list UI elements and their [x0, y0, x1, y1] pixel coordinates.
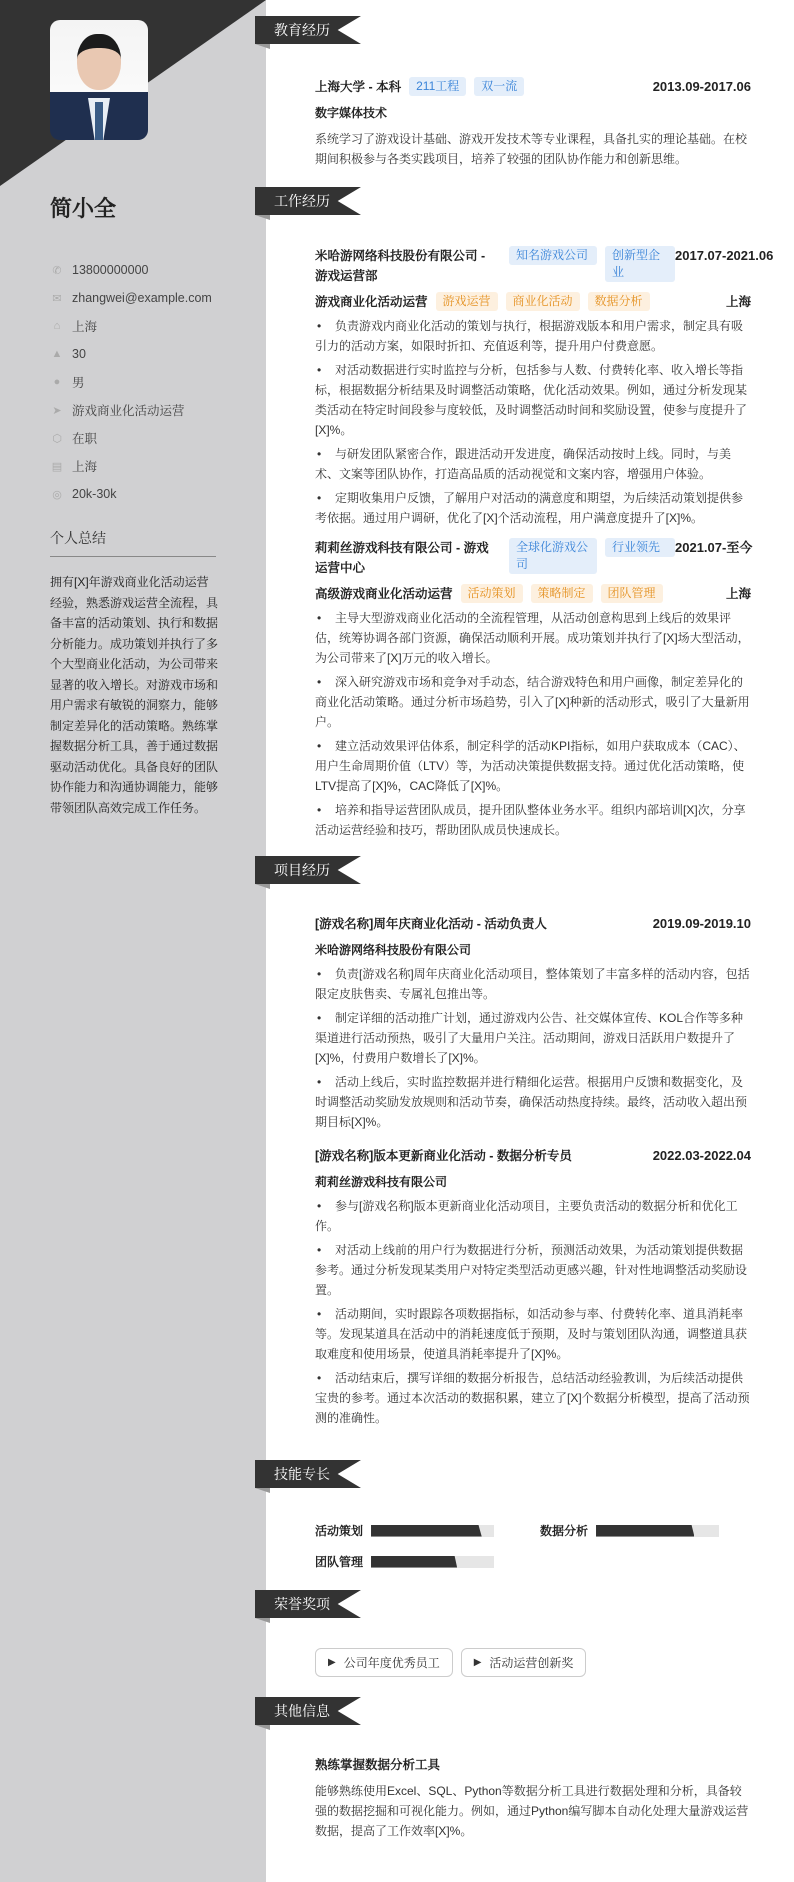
award-badge [315, 1648, 453, 1677]
other-entry [266, 1755, 751, 1841]
project-company: 莉莉丝游戏科技有限公司 [315, 1175, 448, 1189]
contact-text: 30 [72, 347, 86, 361]
description: 系统学习了游戏设计基础、游戏开发技术等专业课程，具备扎实的理论基础。在校期间积极参与各类实践项目，培养了较强的团队协作能力和创新思维。 [315, 132, 748, 166]
contact-item [50, 312, 212, 340]
bullet: • 对活动数据进行实时监控与分析，包括参与人数、付费转化率、收入增长等指标，根据数据分析结果及时调整活动策略，优化活动效果。例如，通过分析发现某类活动在特定时间段参与度较低，及时调整活动时间和奖励设置，使参与度提升了[X]%。 [315, 360, 751, 440]
sidebar [0, 0, 266, 1882]
home-icon: ⌂ [53, 320, 61, 332]
company-tag: 知名游戏公司 [509, 246, 597, 265]
contact-item [50, 396, 212, 424]
role: 游戏商业化活动运营 [315, 295, 428, 309]
role-tag: 团队管理 [601, 584, 663, 603]
contact-item [50, 256, 212, 284]
candidate-name: 简小全 [50, 196, 117, 221]
skill-bar-fill [371, 1556, 457, 1568]
bullet: • 参与[游戏名称]版本更新商业化活动项目，主要负责活动的数据分析和优化工作。 [315, 1196, 751, 1236]
section-header-awards: 荣誉奖项 [255, 1590, 361, 1618]
skill-item [315, 1553, 540, 1570]
city: 上海 [725, 587, 751, 601]
section-header-projects: 项目经历 [255, 856, 361, 884]
tag: 211工程 [409, 77, 466, 96]
skill-name: 活动策划 [315, 1524, 364, 1538]
bullet: • 对活动上线前的用户行为数据进行分析，预测活动效果，为活动策划提供数据参考。通过分析发现某类用户对特定类型活动更感兴趣，针对性地调整活动奖励设置。 [315, 1240, 751, 1300]
award-name: 活动运营创新奖 [489, 1656, 574, 1670]
contact-text: 20k-30k [72, 487, 117, 501]
section-header-work: 工作经历 [255, 187, 361, 215]
other-text: 能够熟练使用Excel、SQL、Python等数据分析工具进行数据处理和分析，具备较强的数据挖掘和可视化能力。例如，通过Python编写脚本自动化处理大量游戏运营数据，提高了工作效率[X]%。 [315, 1784, 749, 1838]
phone-icon: ✆ [52, 264, 62, 277]
education-entry [266, 77, 751, 169]
role-tag: 策略制定 [531, 584, 593, 603]
award-name: 公司年度优秀员工 [343, 1656, 440, 1670]
project-entry [315, 1146, 751, 1428]
date: 2013.09-2017.06 [652, 79, 751, 94]
city: 上海 [725, 295, 751, 309]
contact-text: zhangwei@example.com [72, 291, 212, 305]
skill-item [540, 1522, 765, 1539]
section-header-skills: 技能专长 [255, 1460, 361, 1488]
major: 数字媒体技术 [315, 106, 388, 120]
skill-bar-fill [596, 1525, 694, 1537]
award-list [315, 1648, 751, 1677]
date: 2021.07-至今 [675, 540, 753, 555]
company-tag: 全球化游戏公司 [509, 538, 597, 574]
contact-item [50, 368, 212, 396]
project-title: [游戏名称]版本更新商业化活动 - 数据分析专员 [315, 1149, 572, 1163]
work-entry [315, 246, 774, 528]
bullet: • 培养和指导运营团队成员，提升团队整体业务水平。组织内部培训[X]次，分享活动运营经验和技巧，帮助团队成员快速成长。 [315, 800, 751, 840]
bullet: • 与研发团队紧密合作，跟进活动开发进度，确保活动按时上线。同时，与美术、文案等团队协作，打造高品质的活动视觉和文案内容，增强用户体验。 [315, 444, 751, 484]
gender-icon: ● [53, 376, 61, 388]
skill-bar-fill [371, 1525, 482, 1537]
bullet: • 负责游戏内商业化活动的策划与执行，根据游戏版本和用户需求，制定具有吸引力的活动方案，如限时折扣、充值返利等，提升用户付费意愿。 [315, 316, 751, 356]
section-header-other: 其他信息 [255, 1697, 361, 1725]
skill-name: 数据分析 [540, 1524, 589, 1538]
role-tag: 数据分析 [588, 292, 650, 311]
role-tag: 商业化活动 [506, 292, 580, 311]
contact-text: 男 [72, 376, 85, 390]
award-badge [461, 1648, 587, 1677]
contact-item [50, 480, 212, 508]
company-tag: 行业领先 [605, 538, 675, 557]
contact-text: 上海 [72, 460, 98, 474]
summary-title: 个人总结 [50, 530, 106, 546]
date: 2019.09-2019.10 [652, 916, 751, 931]
salary-icon: ◎ [52, 488, 62, 501]
contact-list [50, 256, 212, 508]
company: 莉莉丝游戏科技有限公司 - 游戏运营中心 [315, 541, 489, 575]
date: 2022.03-2022.04 [652, 1148, 751, 1163]
company: 米哈游网络科技股份有限公司 - 游戏运营部 [315, 249, 486, 283]
school: 上海大学 - 本科 [315, 80, 402, 94]
contact-text: 上海 [72, 320, 98, 334]
divider [50, 556, 216, 557]
bullet: • 活动结束后，撰写详细的数据分析报告，总结活动经验教训，为后续活动提供宝贵的参考。通过本次活动的数据积累，建立了[X]个数据分析模型，提高了活动预测的准确性。 [315, 1368, 751, 1428]
status-icon: ⬡ [52, 432, 62, 445]
play-triangle-icon: ▶ [328, 1657, 336, 1668]
bullet: • 深入研究游戏市场和竞争对手动态，结合游戏特色和用户画像，制定差异化的商业化活动策略。通过分析市场趋势，引入了[X]种新的活动形式，吸引了大量新用户。 [315, 672, 751, 732]
contact-item [50, 424, 212, 452]
contact-text: 游戏商业化活动运营 [72, 404, 185, 418]
project-title: [游戏名称]周年庆商业化活动 - 活动负责人 [315, 917, 547, 931]
contact-item [50, 284, 212, 312]
skill-item [315, 1522, 540, 1539]
skill-bar [371, 1525, 494, 1537]
role-tag: 活动策划 [461, 584, 523, 603]
play-triangle-icon: ▶ [473, 1657, 482, 1668]
contact-item [50, 452, 212, 480]
job-icon: ➤ [52, 404, 62, 417]
work-entry [315, 538, 751, 840]
bullet: • 定期收集用户反馈，了解用户对活动的满意度和期望，为后续活动策划提供参考依据。通过用户调研，优化了[X]个活动流程，用户满意度提升了[X]%。 [315, 488, 751, 528]
bullet: • 制定详细的活动推广计划，通过游戏内公告、社交媒体宣传、KOL合作等多种渠道进行活动预热，吸引了大量用户关注。活动期间，游戏日活跃用户数提升了[X]%，付费用户数增长了[X]%。 [315, 1008, 751, 1068]
city-icon: ▤ [51, 460, 63, 473]
contact-item [50, 340, 212, 368]
skill-list [315, 1522, 751, 1570]
skill-bar [596, 1525, 719, 1537]
other-title: 熟练掌握数据分析工具 [315, 1758, 441, 1772]
contact-text: 在职 [72, 432, 98, 446]
date: 2017.07-2021.06 [675, 248, 774, 263]
avatar-photo [50, 20, 148, 140]
contact-text: 13800000000 [72, 263, 149, 277]
summary-text: 拥有[X]年游戏商业化活动运营经验，熟悉游戏运营全流程，具备丰富的活动策划、执行和数据分析能力。成功策划并执行了多个大型商业化活动，为公司带来显著的收入增长。对游戏市场和用户需求有敏锐的洞察力，能够制定差异化的活动策略。熟练掌握数据分析工具，善于通过数据驱动活动优化。具备良好的团队协作能力和沟通协调能力，能够带领团队高效完成工作任务。 [50, 575, 219, 815]
skill-name: 团队管理 [315, 1555, 364, 1569]
role-tag: 游戏运营 [436, 292, 498, 311]
main-content [266, 0, 794, 1841]
bullet: • 活动上线后，实时监控数据并进行精细化运营。根据用户反馈和数据变化，及时调整活动奖励发放规则和活动节奏，确保活动热度持续。最终，活动收入超出预期目标[X]%。 [315, 1072, 751, 1132]
bullet: • 负责[游戏名称]周年庆商业化活动项目，整体策划了丰富多样的活动内容，包括限定皮肤售卖、专属礼包推出等。 [315, 964, 751, 1004]
bullet: • 建立活动效果评估体系，制定科学的活动KPI指标，如用户获取成本（CAC）、用户生命周期价值（LTV）等，为活动决策提供数据支持。通过优化活动策略，使LTV提高了[X]%，CAC降低了[X]%。 [315, 736, 751, 796]
skill-bar [371, 1556, 494, 1568]
section-header-education: 教育经历 [255, 16, 361, 44]
age-icon: ▲ [51, 348, 63, 360]
project-entry [315, 914, 751, 1132]
tag: 双一流 [474, 77, 524, 96]
role: 高级游戏商业化活动运营 [315, 587, 453, 601]
mail-icon: ✉ [52, 292, 62, 305]
company-tag: 创新型企业 [605, 246, 675, 282]
bullet: • 主导大型游戏商业化活动的全流程管理，从活动创意构思到上线后的效果评估，统筹协调各部门资源，确保活动顺利开展。成功策划并执行了[X]场大型活动，为公司带来了[X]万元的收入增长。 [315, 608, 751, 668]
project-company: 米哈游网络科技股份有限公司 [315, 943, 472, 957]
bullet: • 活动期间，实时跟踪各项数据指标，如活动参与率、付费转化率、道具消耗率等。发现某道具在活动中的消耗速度低于预期，及时与策划团队沟通，调整道具获取难度和使用场景，使道具消耗率提升了[X]%。 [315, 1304, 751, 1364]
